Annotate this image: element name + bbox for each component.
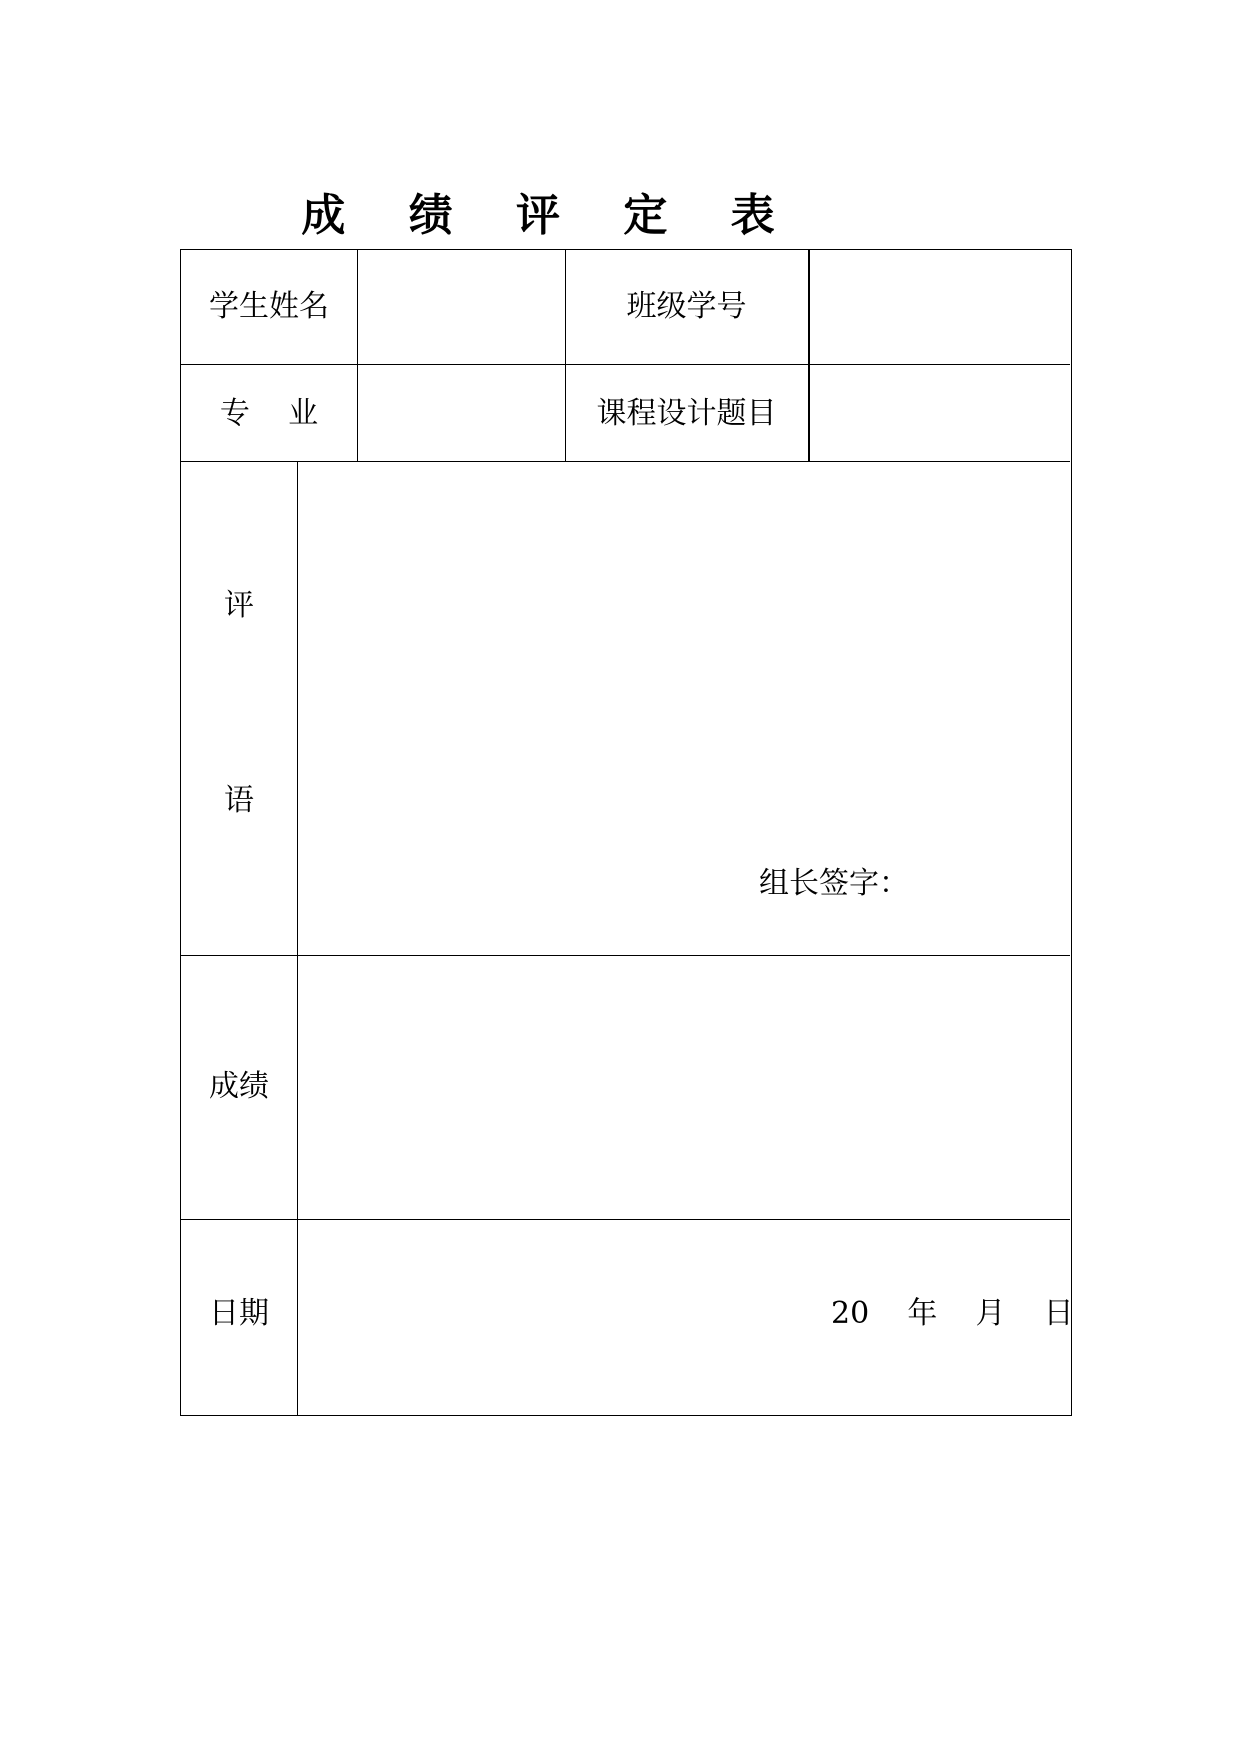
- column-divider: [808, 250, 810, 461]
- grade-field[interactable]: [299, 957, 1069, 1218]
- date-value: 20 年 月 日: [831, 1296, 1074, 1331]
- comment-field[interactable]: [299, 463, 1069, 863]
- class-id-field[interactable]: [811, 252, 1069, 363]
- class-id-label: 班级学号: [626, 289, 747, 324]
- row-divider: [181, 461, 1070, 462]
- column-divider: [297, 461, 298, 1415]
- student-name-field[interactable]: [359, 252, 564, 363]
- grade-evaluation-form: [180, 249, 1072, 1416]
- student-name-label: 学生姓名: [209, 289, 329, 324]
- design-topic-field[interactable]: [811, 366, 1069, 460]
- page-title: 成 绩 评 定 表: [301, 190, 799, 241]
- major-label: 专 业: [219, 396, 319, 431]
- row-divider: [181, 955, 1070, 956]
- grade-label: 成绩: [209, 1069, 269, 1104]
- leader-signature-label: 组长签字：: [759, 866, 909, 901]
- row-divider: [181, 1219, 1070, 1220]
- design-topic-label: 课程设计题目: [596, 396, 777, 431]
- column-divider: [357, 250, 358, 461]
- comment-label-bottom: 语: [224, 783, 254, 818]
- date-label: 日期: [209, 1296, 269, 1331]
- comment-label-top: 评: [224, 588, 254, 623]
- major-field[interactable]: [359, 366, 564, 460]
- row-divider: [181, 364, 1070, 365]
